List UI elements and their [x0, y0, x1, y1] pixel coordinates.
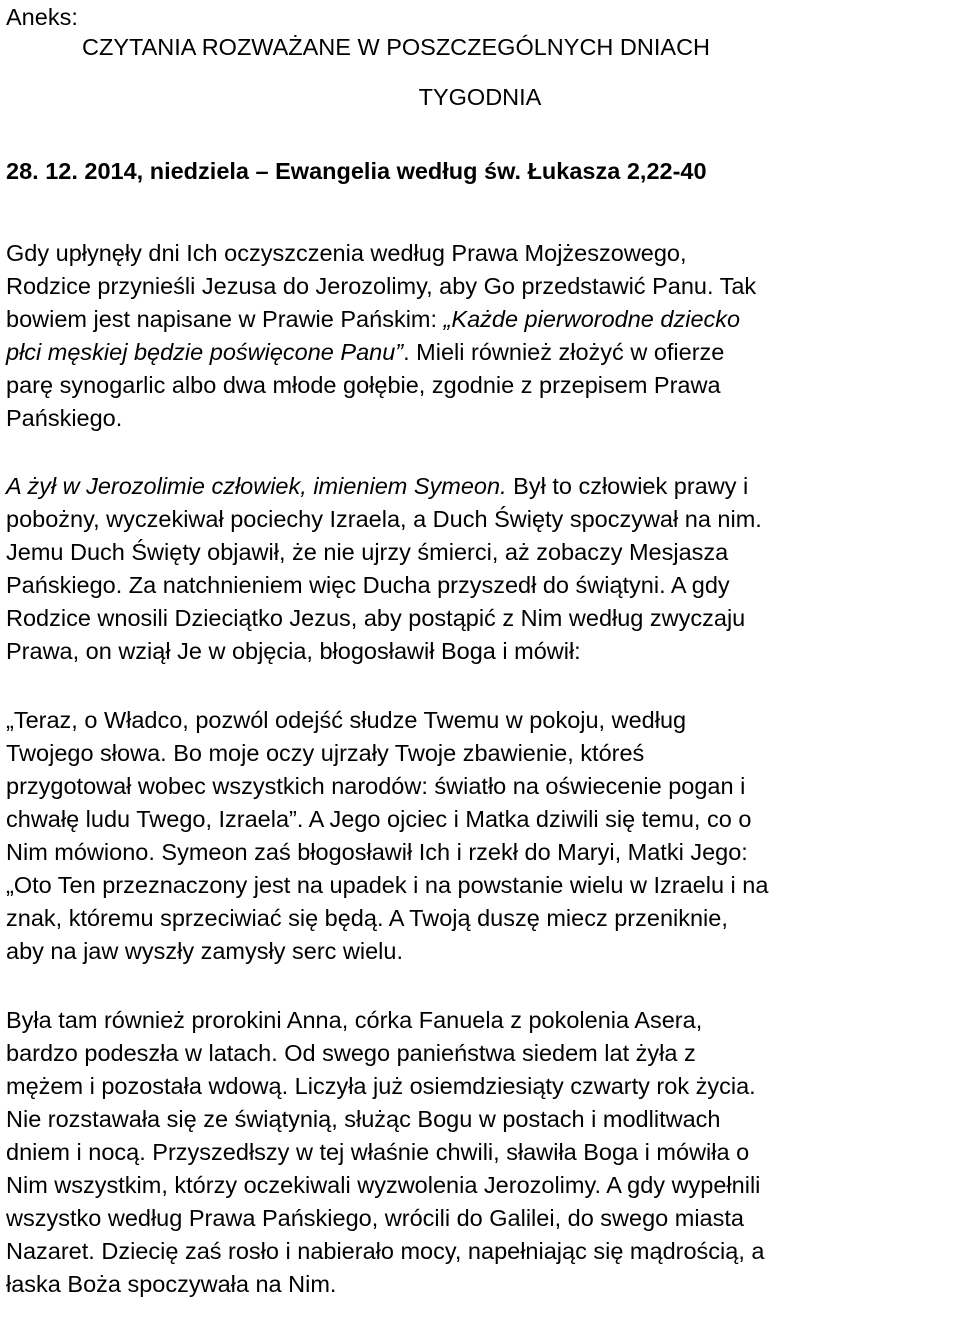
- quotation-text: „Każde pierworodne dziecko: [443, 306, 741, 332]
- annex-label: Aneks:: [6, 4, 78, 30]
- paragraph-line: „Teraz, o Władco, pozwól odejść słudze Twemu w pokoju, według: [6, 707, 687, 733]
- paragraph-line: [6, 1038, 696, 1068]
- paragraph-line: [6, 471, 748, 501]
- paragraph-text: Dziecię zaś rosło i nabierało mocy, napełniając się mądrością, a: [94, 1238, 765, 1264]
- paragraph-line: Prawa, on wziął Je w objęcia, błogosławił Boga i mówił:: [6, 638, 581, 664]
- reading-heading: 28. 12. 2014, niedziela – Ewangelia według św. Łukasza 2,22-40: [6, 158, 707, 184]
- paragraph-line: Pańskiego.: [6, 405, 123, 431]
- paragraph-text: A gdy: [665, 572, 730, 598]
- paragraph-line: „Oto Ten przeznaczony jest na upadek i na powstanie wielu w Izraelu i na: [6, 872, 769, 898]
- paragraph-text: Nim wszystkim, którzy oczekiwali wyzwolenia Jerozolimy.: [6, 1172, 602, 1198]
- paragraph-text: Był to człowiek prawy i: [506, 473, 749, 499]
- paragraph-line: łaska Boża spoczywała na Nim.: [6, 1271, 337, 1297]
- paragraph-line: parę synogarlic albo dwa młode gołębie, zgodnie z przepisem Prawa: [6, 372, 721, 398]
- paragraph-line: [6, 337, 724, 367]
- paragraph-line: [6, 1137, 749, 1167]
- paragraph-text: A Twoją duszę miecz przeniknie,: [383, 905, 728, 931]
- paragraph-text: Przyszedłszy w tej właśnie chwili, sławiła Boga i mówiła o: [145, 1139, 750, 1165]
- paragraph-line: [6, 903, 728, 933]
- paragraph-line: wszystko według Prawa Pańskiego, wrócili do Galilei, do swego miasta: [6, 1205, 744, 1231]
- paragraph-line: [6, 1071, 756, 1101]
- paragraph-line: aby na jaw wyszły zamysły serc wielu.: [6, 938, 403, 964]
- paragraph-line: Jemu Duch Święty objawił, że nie ujrzy śmierci, aż zobaczy Mesjasza: [6, 539, 729, 565]
- document-title-line-1: CZYTANIA ROZWAŻANE W POSZCZEGÓLNYCH DNIACH: [82, 34, 711, 60]
- italic-text: A żył w Jerozolimie człowiek, imieniem Symeon.: [6, 473, 507, 499]
- paragraph-text: znak, któremu sprzeciwiać się będą.: [6, 905, 384, 931]
- paragraph-line: Nie rozstawała się ze świątynią, służąc Bogu w postach i modlitwach: [6, 1106, 721, 1132]
- paragraph-text: A Jego ojciec i Matka dziwili się temu, co o: [303, 806, 752, 832]
- paragraph-line: [6, 1236, 764, 1266]
- paragraph-text: mężem i pozostała wdową.: [6, 1073, 289, 1099]
- paragraph-line: Gdy upłynęły dni Ich oczyszczenia według Prawa Mojżeszowego,: [6, 240, 687, 266]
- paragraph-line: [6, 837, 748, 867]
- paragraph-text: . Mieli również złożyć w ofierze: [403, 339, 725, 365]
- paragraph-line: przygotował wobec wszystkich narodów: światło na oświecenie pogan i: [6, 773, 746, 799]
- paragraph-text: Pańskiego. Za natchnieniem więc Ducha przyszedł do świątyni.: [6, 572, 666, 598]
- paragraph-text: Twojego słowa.: [6, 740, 167, 766]
- paragraph-text: Liczyła już osiemdziesiąty czwarty rok życia.: [288, 1073, 756, 1099]
- paragraph-text: bowiem jest napisane w Prawie Pańskim:: [6, 306, 444, 332]
- paragraph-line: Była tam również prorokini Anna, córka Fanuela z pokolenia Asera,: [6, 1007, 703, 1033]
- paragraph-line: [6, 738, 644, 768]
- paragraph-text: chwałę ludu Twego, Izraela”.: [6, 806, 304, 832]
- paragraph-text: A gdy wypełnili: [601, 1172, 761, 1198]
- paragraph-text: Bo moje oczy ujrzały Twoje zbawienie, któreś: [166, 740, 645, 766]
- paragraph-line: [6, 804, 751, 834]
- paragraph-line: [6, 1170, 760, 1200]
- paragraph-text: Od swego panieństwa siedem lat żyła z: [277, 1040, 696, 1066]
- paragraph-text: Nim mówiono.: [6, 839, 155, 865]
- paragraph-line: [6, 304, 740, 334]
- paragraph-line: [6, 570, 730, 600]
- paragraph-line: pobożny, wyczekiwał pociechy Izraela, a Duch Święty spoczywał na nim.: [6, 506, 762, 532]
- paragraph-text: dniem i nocą.: [6, 1139, 146, 1165]
- document-title-line-2: TYGODNIA: [418, 84, 542, 110]
- paragraph-text: Nazaret.: [6, 1238, 95, 1264]
- paragraph-text: Symeon zaś błogosławił Ich i rzekł do Maryi, Matki Jego:: [154, 839, 748, 865]
- paragraph-line: Rodzice wnosili Dzieciątko Jezus, aby postąpić z Nim według zwyczaju: [6, 605, 746, 631]
- quotation-text: płci męskiej będzie poświęcone Panu”: [6, 339, 404, 365]
- paragraph-text: bardzo podeszła w latach.: [6, 1040, 278, 1066]
- paragraph-line: Rodzice przynieśli Jezusa do Jerozolimy, aby Go przedstawić Panu. Tak: [6, 273, 757, 299]
